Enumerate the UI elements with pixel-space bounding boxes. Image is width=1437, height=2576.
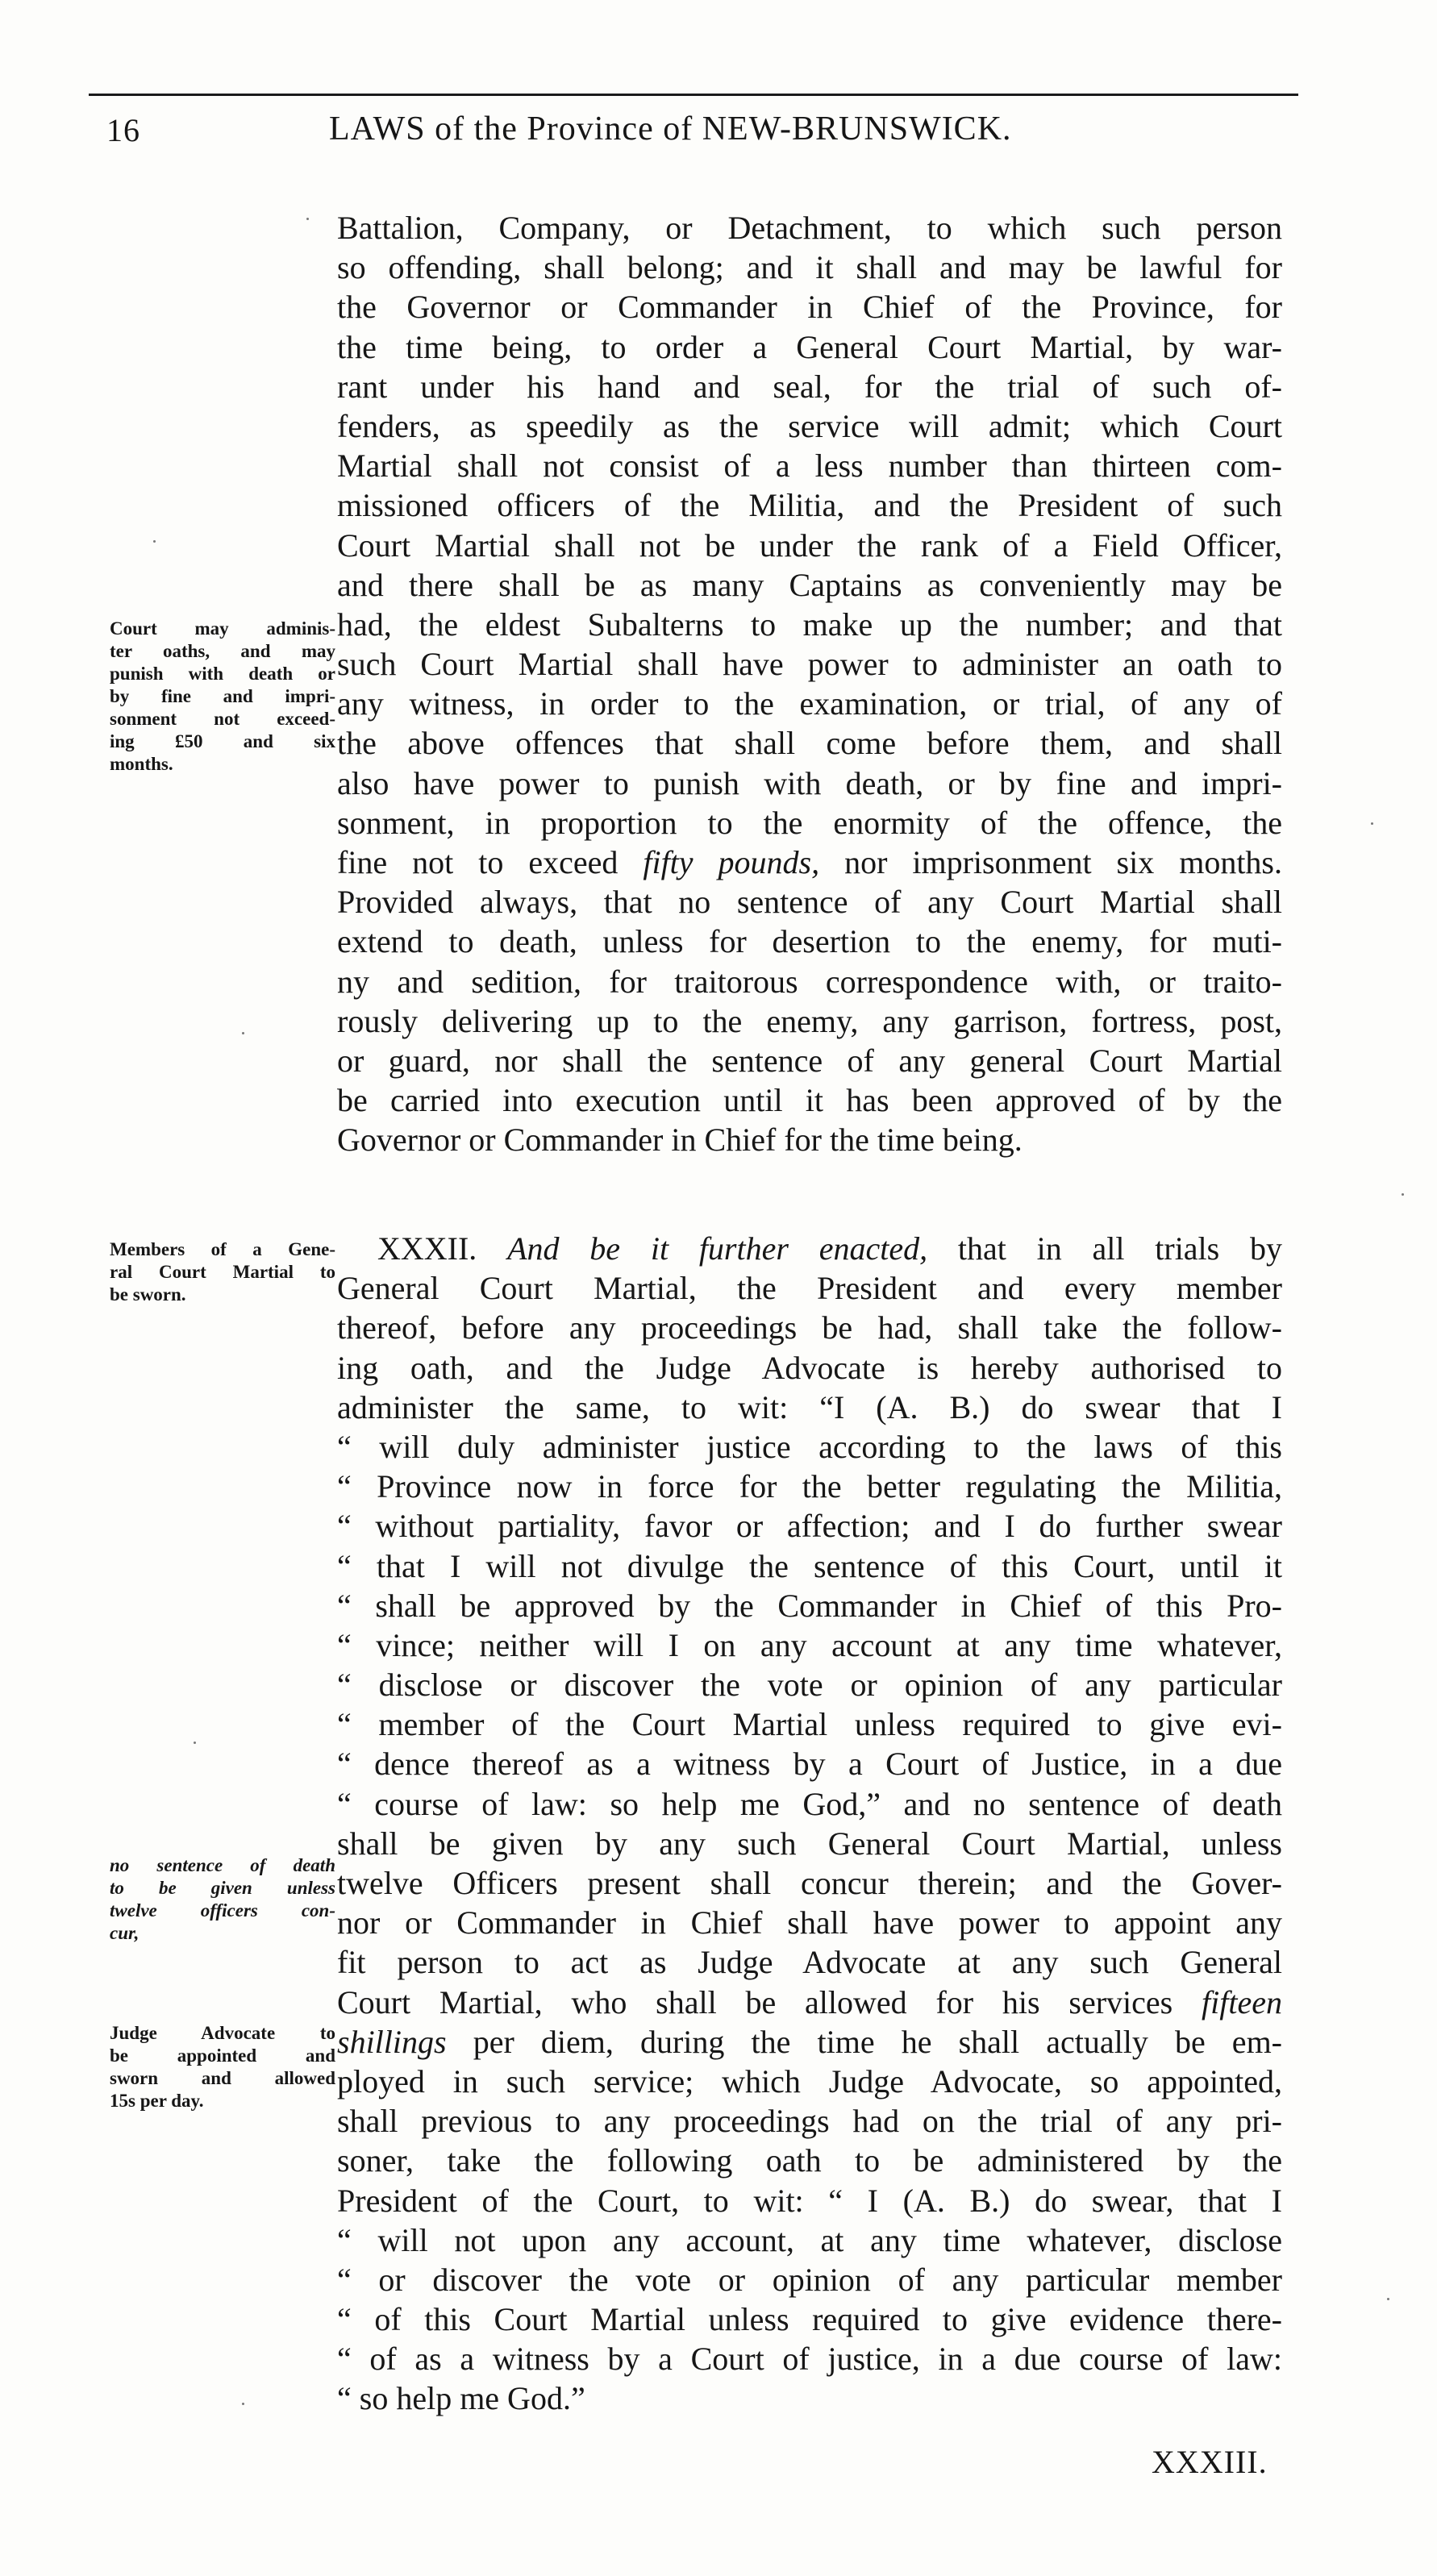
margin-note-line: be sworn.	[110, 1284, 186, 1305]
text-line: Martial shall not consist of a less number than thirteen com-	[337, 447, 1282, 485]
margin-note-line: Members of a Gene-	[110, 1239, 335, 1259]
section-number: XXXII.	[377, 1230, 477, 1267]
text-line: also have power to punish with death, or by fine and impri-	[337, 764, 1282, 801]
text-line: extend to death, unless for desertion to the enemy, for muti-	[337, 923, 1282, 960]
text-line: ing oath, and the Judge Advocate is hereby authorised to	[337, 1349, 1282, 1386]
text-line: any witness, in order to the examination, or trial, of any of	[337, 685, 1282, 722]
text-line: the time being, to order a General Court Martial, by war-	[337, 328, 1282, 365]
text-line: fit person to act as Judge Advocate at any such General	[337, 1944, 1282, 1981]
text-line: “ that I will not divulge the sentence of this Court, until it	[337, 1547, 1282, 1584]
text-line: Governor or Commander in Chief for the time being.	[337, 1122, 1023, 1159]
margin-note-line: no sentence of death	[110, 1855, 335, 1875]
text-line: the Governor or Commander in Chief of the Province, for	[337, 289, 1282, 326]
paper-speck	[1402, 1193, 1404, 1196]
margin-note-line: ter oaths, and may	[110, 641, 335, 661]
paper-speck	[242, 1032, 244, 1034]
text-line: Battalion, Company, or Detachment, to which such person	[337, 210, 1282, 246]
text-line: ny and sedition, for traitorous correspondence with, or traito-	[337, 963, 1282, 1000]
text-line: “ of this Court Martial unless required to give evidence there-	[337, 2301, 1282, 2338]
paper-speck	[1387, 2298, 1389, 2300]
text-line: sonment, in proportion to the enormity of the offence, the	[337, 804, 1282, 841]
margin-note-line: by fine and impri-	[110, 686, 335, 706]
text-line	[337, 2022, 1282, 2062]
text-line: President of the Court, to wit: “ I (A. B.) do swear, that I	[337, 2182, 1282, 2219]
catchword: XXXIII.	[1152, 2444, 1268, 2480]
fifty-pounds-italic: fifty pounds,	[643, 844, 820, 880]
text-line: “ so help me God.”	[337, 2380, 585, 2417]
text-line: so offending, shall belong; and it shall and may be lawful for	[337, 249, 1282, 286]
text-line	[337, 843, 1282, 882]
text-line: be carried into execution until it has been approved of by the	[337, 1082, 1282, 1119]
text-fragment: Court Martial, who shall be allowed for his services	[337, 1983, 1202, 2020]
text-line: “ disclose or discover the vote or opinion of any particular	[337, 1667, 1282, 1704]
text-line: twelve Officers present shall concur therein; and the Gover-	[337, 1865, 1282, 1901]
text-fragment: fine not to exceed	[337, 844, 644, 880]
margin-note-line: be appointed and	[110, 2045, 335, 2066]
page-number: 16	[106, 112, 140, 148]
text-line: “ without partiality, favor or affection; and I do further swear	[337, 1508, 1282, 1545]
paper-speck	[194, 1742, 196, 1744]
text-line	[337, 1983, 1282, 2022]
margin-note-no-sentence-death	[110, 1854, 335, 1945]
text-line: “ shall be approved by the Commander in Chief of this Pro-	[337, 1587, 1282, 1624]
margin-note-court-oaths	[110, 618, 335, 776]
margin-note-judge-advocate	[110, 2022, 335, 2112]
text-line: had, the eldest Subalterns to make up the number; and that	[337, 606, 1282, 643]
text-line: ployed in such service; which Judge Advocate, so appointed,	[337, 2062, 1282, 2100]
text-line: shall previous to any proceedings had on the trial of any pri-	[337, 2103, 1282, 2140]
text-line: “ member of the Court Martial unless required to give evi-	[337, 1706, 1282, 1743]
text-line: shall be given by any such General Court Martial, unless	[337, 1825, 1282, 1862]
margin-note-line: sworn and allowed	[110, 2068, 335, 2088]
shillings-italic: shillings	[337, 2023, 447, 2060]
text-line: administer the same, to wit: “I (A. B.) do swear that I	[337, 1388, 1282, 1425]
text-line: the above offences that shall come before them, and shall	[337, 725, 1282, 762]
text-line: “ Province now in force for the better regulating the Militia,	[337, 1468, 1282, 1505]
text-line: “ will duly administer justice according to the laws of this	[337, 1428, 1282, 1465]
running-head: LAWS of the Province of NEW-BRUNSWICK.	[329, 110, 1012, 148]
section-xxxii-paragraph	[337, 1229, 1282, 2419]
margin-note-line: cur,	[110, 1923, 140, 1943]
text-line: fenders, as speedily as the service will admit; which Court	[337, 407, 1282, 444]
text-line: “ will not upon any account, at any time whatever, disclose	[337, 2221, 1282, 2258]
body-paragraph-continuation	[337, 208, 1282, 1160]
text-line: missioned officers of the Militia, and the President of such	[337, 487, 1282, 524]
text-line: and there shall be as many Captains as conveniently may be	[337, 566, 1282, 603]
text-line: nor or Commander in Chief shall have power to appoint any	[337, 1904, 1282, 1941]
text-line: thereof, before any proceedings be had, shall take the follow-	[337, 1309, 1282, 1346]
margin-note-members-sworn	[110, 1238, 335, 1306]
paper-speck	[153, 540, 156, 543]
paper-speck	[1371, 822, 1373, 825]
text-line: such Court Martial shall have power to administer an oath to	[337, 646, 1282, 683]
text-line: “ dence thereof as a witness by a Court of Justice, in a due	[337, 1746, 1282, 1783]
text-line: rant under his hand and seal, for the trial of such of-	[337, 368, 1282, 405]
header-rule	[89, 94, 1298, 96]
margin-note-line: ral Court Martial to	[110, 1262, 335, 1282]
text-line: Court Martial shall not be under the rank of a Field Officer,	[337, 526, 1282, 564]
text-line: rously delivering up to the enemy, any garrison, fortress, post,	[337, 1002, 1282, 1039]
text-line: “ vince; neither will I on any account at any time whatever,	[337, 1626, 1282, 1663]
text-line: soner, take the following oath to be administered by the	[337, 2142, 1282, 2179]
text-line: “ or discover the vote or opinion of any particular member	[337, 2261, 1282, 2298]
paper-speck	[306, 218, 309, 220]
text-fragment: that in all trials by	[927, 1230, 1283, 1267]
margin-note-line: punish with death or	[110, 664, 335, 684]
text-line: “ of as a witness by a Court of justice, in a due course of law:	[337, 2341, 1282, 2378]
text-line: General Court Martial, the President and every member	[337, 1270, 1282, 1307]
margin-note-line: Court may adminis-	[110, 618, 335, 639]
margin-note-line: twelve officers con-	[110, 1900, 335, 1921]
text-line	[337, 1229, 1282, 1268]
margin-note-line: to be given unless	[110, 1878, 335, 1898]
fifteen-italic: fifteen	[1202, 1983, 1282, 2020]
enacting-clause: And be it further enacted,	[507, 1230, 928, 1267]
text-fragment: nor imprisonment six months.	[819, 844, 1282, 880]
margin-note-line: ing £50 and six	[110, 731, 335, 751]
margin-note-line: sonment not exceed-	[110, 709, 335, 729]
margin-note-line: Judge Advocate to	[110, 2023, 335, 2043]
text-fragment: per diem, during the time he shall actually be em-	[446, 2023, 1282, 2060]
margin-note-line: months.	[110, 754, 173, 774]
margin-note-line: 15s per day.	[110, 2091, 204, 2111]
text-line: “ course of law: so help me God,” and no sentence of death	[337, 1785, 1282, 1822]
text-line: or guard, nor shall the sentence of any general Court Martial	[337, 1042, 1282, 1079]
paper-speck	[242, 2403, 244, 2405]
text-line: Provided always, that no sentence of any Court Martial shall	[337, 884, 1282, 921]
